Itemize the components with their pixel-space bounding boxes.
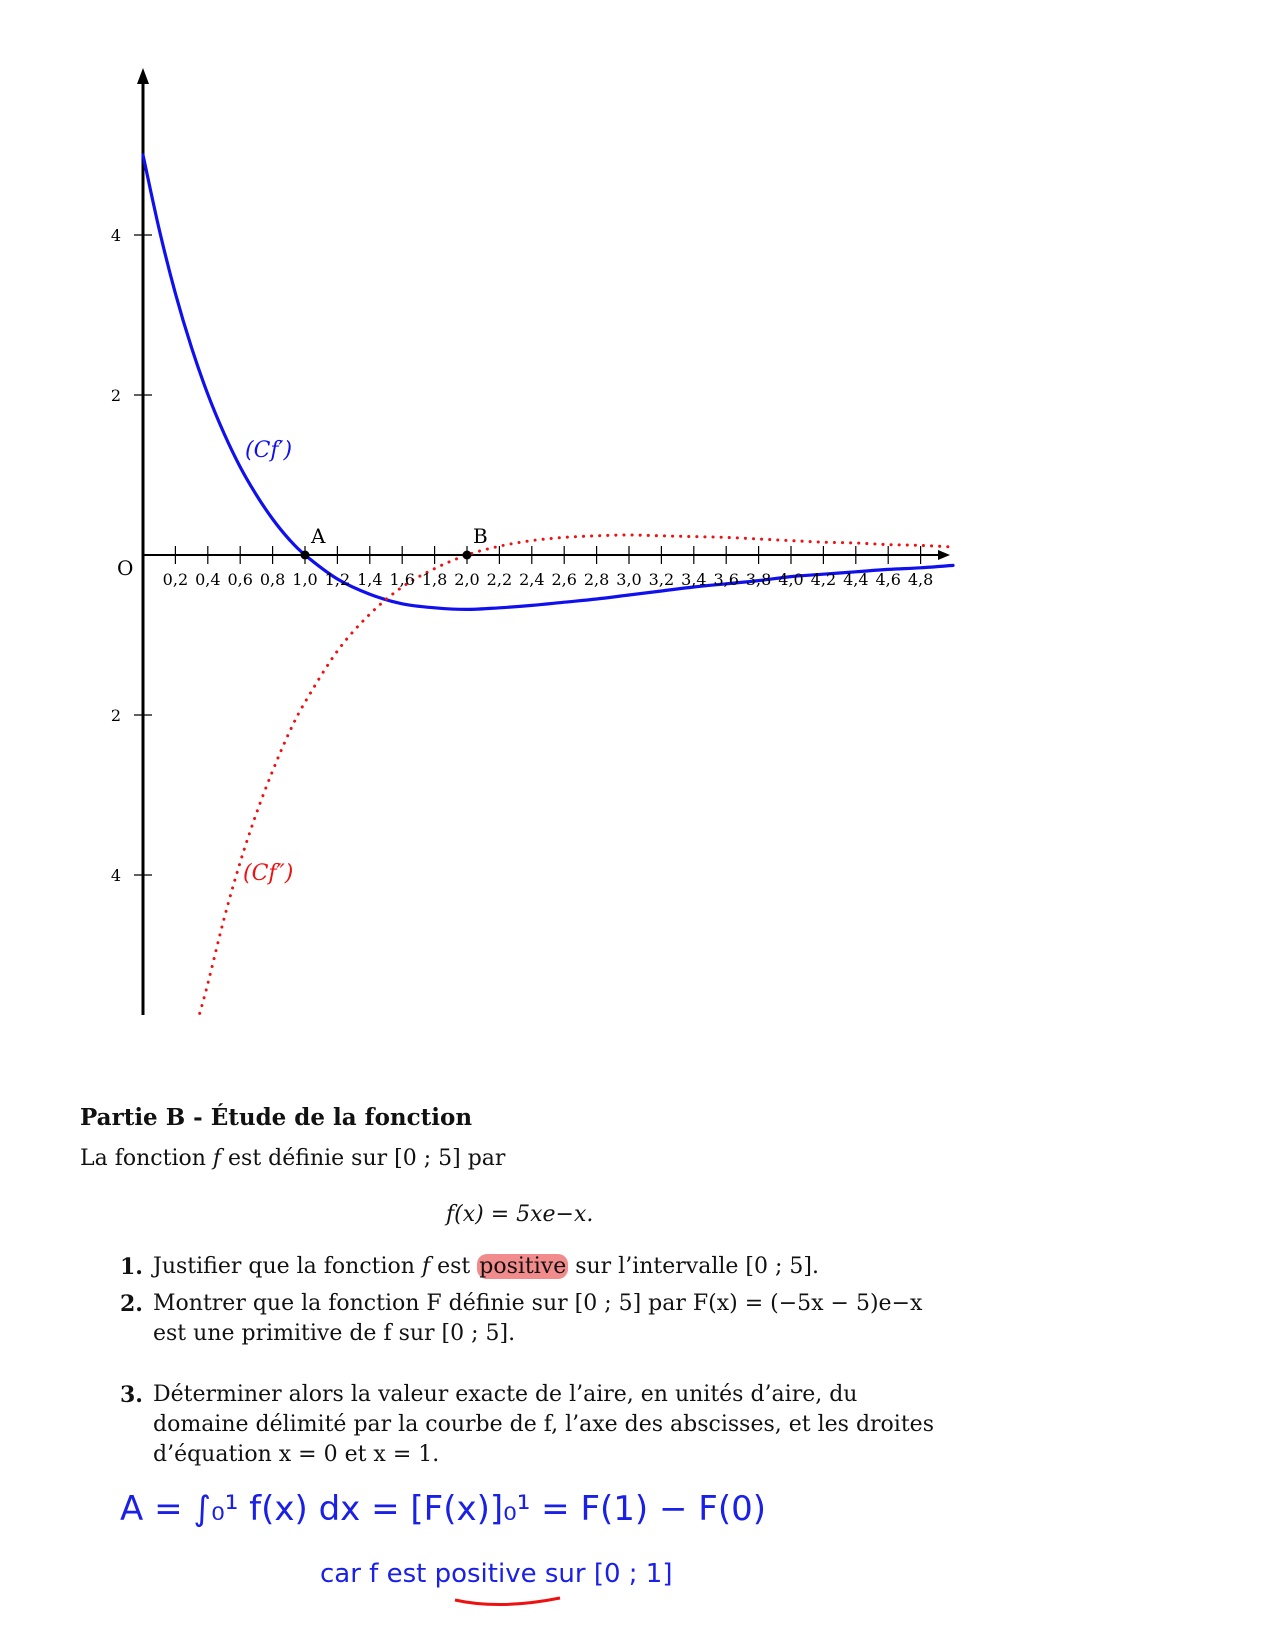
x-tick-label: 3,0 <box>616 570 642 589</box>
function-definition: f(x) = 5xe−x. <box>446 1202 594 1227</box>
question-3-number: 3. <box>120 1382 143 1408</box>
x-tick-label: 3,2 <box>648 570 675 589</box>
x-tick-label: 0,2 <box>162 570 189 589</box>
x-tick-label: 1,0 <box>292 570 318 589</box>
q1-text-b: est <box>430 1254 478 1279</box>
x-tick-label: 2,6 <box>551 570 577 589</box>
x-tick-label: 0,8 <box>259 570 286 589</box>
x-tick-label: 4,0 <box>778 570 804 589</box>
intro-text-1: La fonction <box>80 1146 213 1171</box>
x-tick-label: 2,8 <box>583 570 610 589</box>
question-2-number: 2. <box>120 1291 143 1317</box>
question-3-text: Déterminer alors la valeur exacte de l’aire, en unités d’aire, du domaine délimité par la courbe de f, l’axe des abscisses, et les droites d’équation x = 0 et x = 1. <box>153 1382 934 1467</box>
x-tick-label: 0,4 <box>195 570 221 589</box>
q1-f: f <box>421 1254 431 1279</box>
handwritten-equation: A = ∫₀¹ f(x) dx = [F(x)]₀¹ = F(1) − F(0) <box>120 1489 767 1529</box>
intro-text-2: est définie sur [0 ; 5] par <box>221 1146 506 1171</box>
x-tick-label: 1,2 <box>324 570 351 589</box>
section-title: Partie B - Étude de la fonction <box>80 1104 473 1131</box>
handwritten-justification: car f est positive sur [0 ; 1] <box>320 1559 673 1589</box>
x-tick-label: 3,8 <box>745 570 772 589</box>
x-tick-label: 3,6 <box>713 570 739 589</box>
point-label-b: B <box>473 524 488 548</box>
q1-text-a: Justifier que la fonction <box>153 1254 422 1279</box>
handwritten-underline <box>455 1598 560 1605</box>
y-tick-label: 2 <box>110 706 121 725</box>
question-2-text: Montrer que la fonction F définie sur [0 ; 5] par F(x) = (−5x − 5)e−x est une primitive de f sur [0 ; 5]. <box>153 1291 923 1346</box>
x-tick-label: 2,0 <box>454 570 480 589</box>
question-1 <box>120 1252 950 1283</box>
x-tick-label: 4,4 <box>843 570 869 589</box>
y-tick-label: 4 <box>110 226 121 245</box>
point-label-a: A <box>311 524 326 548</box>
x-tick-label: 1,4 <box>357 570 383 589</box>
x-tick-label: 4,2 <box>810 570 837 589</box>
intro-sentence <box>80 1146 505 1171</box>
x-tick-label: 0,6 <box>227 570 253 589</box>
question-3 <box>120 1380 950 1470</box>
highlighted-word: positive <box>479 1254 567 1279</box>
x-tick-label: 1,6 <box>389 570 415 589</box>
x-tick-label: 1,8 <box>421 570 448 589</box>
q1-text-c: sur l’intervalle [0 ; 5]. <box>568 1254 819 1279</box>
x-tick-label: 4,8 <box>907 570 934 589</box>
x-tick-label: 2,2 <box>486 570 513 589</box>
x-tick-label: 3,4 <box>681 570 707 589</box>
y-tick-label: 2 <box>110 386 121 405</box>
intro-f: f <box>212 1146 222 1171</box>
series-label-cf-second: (Cf″) <box>243 861 294 886</box>
x-tick-label: 4,6 <box>875 570 901 589</box>
question-2 <box>120 1289 950 1349</box>
origin-label: O <box>117 556 134 580</box>
y-tick-label: 4 <box>110 866 121 885</box>
handwritten-notes <box>0 1470 1275 1650</box>
question-1-number: 1. <box>120 1254 143 1280</box>
series-label-cf-prime: (Cf′) <box>245 438 293 463</box>
x-tick-label: 2,4 <box>519 570 545 589</box>
